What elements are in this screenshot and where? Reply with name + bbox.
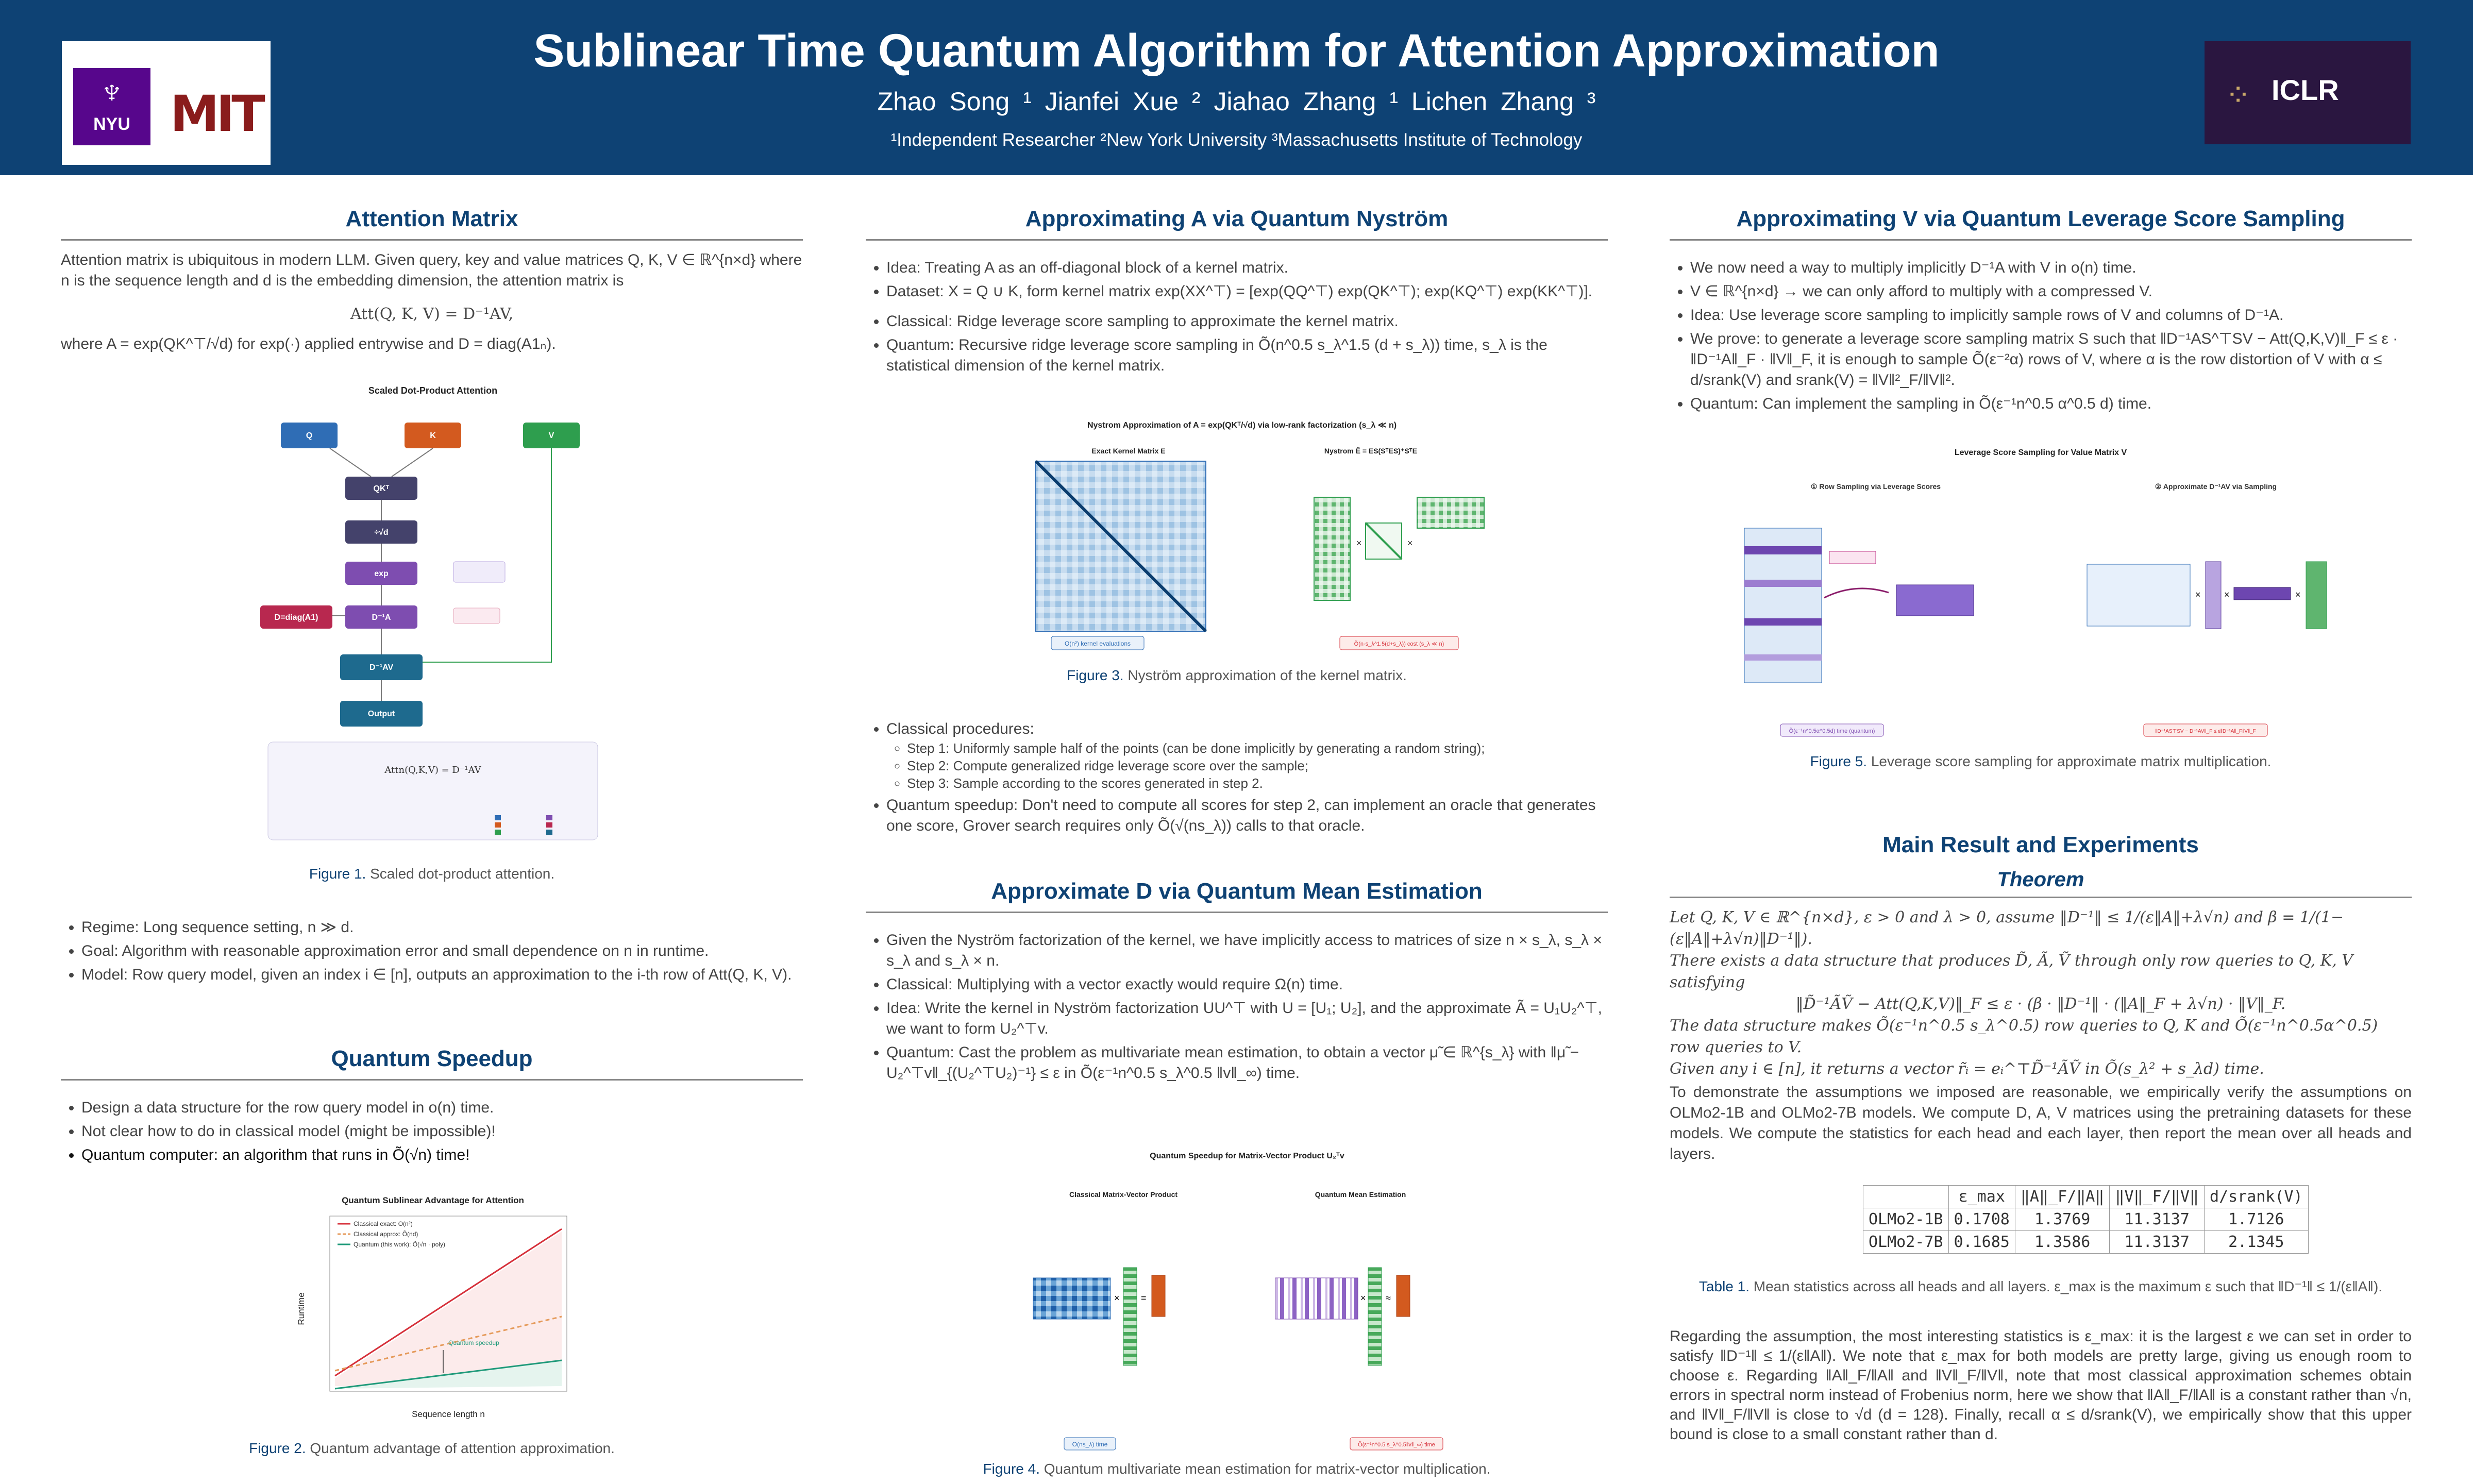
fig1-equation: Attn(Q,K,V) = D⁻¹AV xyxy=(384,765,481,775)
table-1-caption: Table 1. Mean statistics across all heads and all layers. ε_max is the maximum ε such that ‖D⁻¹‖ ≤ 1/(ε‖A‖). xyxy=(1698,1278,2383,1294)
figure-1-caption: Figure 1. Scaled dot-product attention. xyxy=(309,866,555,882)
table-header-row: ε_max ‖A‖_F/‖A‖ ‖V‖_F/‖V‖ d/srank(V) xyxy=(1863,1186,2309,1208)
d-inv-a-matrix xyxy=(2087,564,2190,626)
result-vector-quantum xyxy=(1397,1275,1410,1317)
results-table-wrap xyxy=(1863,1185,2309,1254)
fig4-cost-quantum: Õ(ε⁻¹n^0.5 s_λ^0.5‖v‖_∞) time xyxy=(1358,1442,1435,1448)
nystrom-factor-left xyxy=(1314,497,1350,600)
bullet-given: • Given the Nyström factorization of the kernel, we have implicitly access to matrices of size n × s_λ, s_λ × s_λ and s_λ × n. xyxy=(886,930,1608,971)
attention-definition: where A = exp(QK^⊤/√d) for exp(·) applied entrywise and D = diag(A1ₙ). xyxy=(61,335,556,352)
fig1-label-av: D⁻¹AV xyxy=(369,663,394,672)
bullet-quantum: • Quantum computer: an algorithm that runs in Õ(√n) time! xyxy=(81,1145,803,1166)
step-1: ◦ Step 1: Uniformly sample half of the points (can be done implicitly by generating a random string); xyxy=(907,739,1608,757)
figure-2-title: Quantum Sublinear Advantage for Attention xyxy=(342,1195,524,1205)
bullet-classical-omega: • Classical: Multiplying with a vector exactly would require Ω(n) time. xyxy=(886,974,1608,995)
fig1-label-output: Output xyxy=(367,710,395,718)
section-title-leverage: Approximating V via Quantum Leverage Score Sampling xyxy=(1736,206,2345,231)
svg-text:×: × xyxy=(2224,589,2230,600)
leverage-diagram xyxy=(1721,448,2360,742)
author-list: Zhao Song ¹ Jianfei Xue ² Jiahao Zhang ¹ Lichen Zhang ³ xyxy=(877,87,1596,116)
attention-equation: Att(Q, K, V) = D⁻¹AV, xyxy=(350,305,514,323)
iclr-logo xyxy=(2205,41,2411,144)
v-vector-classical xyxy=(1123,1268,1137,1365)
step-2: ◦ Step 2: Compute generalized ridge leverage score over the sample; xyxy=(907,757,1608,774)
bullet-prove: • We prove: to generate a leverage score sampling matrix S such that ‖D⁻¹AS^⊤SV − Att(Q,K,V)‖_F ≤ ε · ‖D⁻¹A‖_F · ‖V‖_F, it is enough to sample Õ(ε⁻²α) rows of V, where α is the row distortion of V with α ≤ d/srank(V) and srank(V) = ‖V‖²_F/‖V‖². xyxy=(1690,329,2412,391)
theorem-title: Theorem xyxy=(1997,868,2084,891)
table-row: OLMo2-1B 0.1708 1.3769 11.3137 1.7126 xyxy=(1863,1208,2309,1231)
bullet-idea-factorization: • Idea: Write the kernel in Nyström factorization UU^⊤ with U = [U₁; U₂], and the approximate Ã = U₁U₂^⊤, we want to form U₂^⊤v. xyxy=(886,998,1608,1039)
s-transpose xyxy=(2206,562,2221,629)
fig3-cost-nystrom: Õ(n·s_λ^1.5(d+s_λ)) cost (s_λ ≪ n) xyxy=(1354,641,1444,647)
brain-icon: ⁘ xyxy=(2225,78,2251,112)
results-table xyxy=(1863,1185,2309,1254)
svg-text:×: × xyxy=(1114,1293,1120,1303)
fig1-label-exp: exp xyxy=(374,569,389,578)
runtime-chart xyxy=(289,1195,577,1427)
table-row: OLMo2-7B 0.1685 1.3586 11.3137 2.1345 xyxy=(1863,1231,2309,1254)
diag-annotation xyxy=(453,608,500,623)
fig1-label-scale: ÷√d xyxy=(374,528,389,537)
section-title-mean-estimation: Approximate D via Quantum Mean Estimation xyxy=(991,879,1483,904)
exp-annotation xyxy=(453,562,505,582)
bullet-regime: • Regime: Long sequence setting, n ≫ d. xyxy=(81,917,803,938)
classical-procedures-head: Classical procedures: xyxy=(886,720,1034,737)
theorem-existence: There exists a data structure that produces D̃, Ã, Ṽ through only row queries to Q, K, V satisfying xyxy=(1670,952,2353,991)
figure-2 xyxy=(289,1195,577,1427)
fig1-label-diag: D=diag(A1) xyxy=(274,613,318,622)
section-rule xyxy=(61,1079,803,1081)
v-vector-quantum xyxy=(1368,1268,1382,1365)
s-matrix xyxy=(2234,587,2291,600)
figure-1 xyxy=(258,381,608,845)
u2t-matrix-classical xyxy=(1033,1278,1111,1319)
fig3-left-label: Exact Kernel Matrix E xyxy=(1091,447,1166,455)
section-title-nystrom: Approximating A via Quantum Nyström xyxy=(1025,206,1449,231)
figure-4-title: Quantum Speedup for Matrix-Vector Product U₂ᵀv xyxy=(1150,1152,1344,1160)
theorem-bound: ‖D̃⁻¹ÃṼ − Att(Q,K,V)‖_F ≤ ε · (β · ‖D⁻¹‖ · (‖A‖_F + λ√n) · ‖V‖_F. xyxy=(1795,995,2286,1013)
fig1-label-k: K xyxy=(430,431,436,440)
figure-3-title: Nystrom Approximation of A = exp(QKᵀ/√d) via low-rank factorization (s_λ ≪ n) xyxy=(1087,421,1397,430)
fig4-left-label: Classical Matrix-Vector Product xyxy=(1069,1190,1178,1199)
figure-3-caption: Figure 3. Nyström approximation of the kernel matrix. xyxy=(1067,667,1407,683)
figure-5-title: Leverage Score Sampling for Value Matrix V xyxy=(1954,448,2127,457)
section-rule xyxy=(866,239,1608,241)
affiliation-list: ¹Independent Researcher ²New York University ³Massachusetts Institute of Technology xyxy=(890,130,1583,150)
svg-text:×: × xyxy=(1360,1293,1366,1303)
row-sampling-tag xyxy=(1829,551,1876,564)
iclr-logo-text: ICLR xyxy=(2272,74,2339,106)
fig3-cost-exact: O(n²) kernel evaluations xyxy=(1064,640,1131,647)
svg-text:×: × xyxy=(1356,538,1362,548)
bullet-dataset: • Dataset: X = Q ∪ K, form kernel matrix exp(XX^⊤) = [exp(QQ^⊤) exp(QK^⊤); exp(KQ^⊤) exp(KK^⊤)]. xyxy=(886,281,1608,302)
experiments-intro: To demonstrate the assumptions we imposed are reasonable, we empirically verify the assumptions on OLMo2-1B and OLMo2-7B models. We compute D, A, V matrices using the pretraining datasets for these models. We compute the statistics for each head and each layer, then report the mean over all heads and layers. xyxy=(1670,1084,2412,1162)
sampled-sv xyxy=(1896,585,1974,616)
torch-icon: ♆ xyxy=(98,71,126,111)
fig2-xlabel: Sequence length n xyxy=(412,1409,485,1419)
matrix-vector-diagram xyxy=(1020,1152,1474,1451)
nystrom-diagram xyxy=(1010,420,1494,657)
figure-1-title: Scaled Dot-Product Attention xyxy=(368,385,498,396)
svg-text:×: × xyxy=(2195,589,2201,600)
figure-4 xyxy=(1020,1152,1474,1451)
attention-bullets xyxy=(61,917,803,988)
bullet-model: • Model: Row query model, given an index i ∈ [n], outputs an approximation to the i-th row of Att(Q, K, V). xyxy=(81,965,803,985)
result-vector-classical xyxy=(1152,1275,1165,1317)
section-rule xyxy=(866,912,1608,913)
bullet-quantum-mean: • Quantum: Cast the problem as multivariate mean estimation, to obtain a vector μ̃ ∈ ℝ^{s_λ} with ‖μ̃ − U₂^⊤v‖_{(U₂^⊤U₂)⁻¹} ≤ ε in Õ(ε⁻¹n^0.5 s_λ^0.5 ‖v‖_∞) time. xyxy=(886,1042,1608,1084)
section-title-attention: Attention Matrix xyxy=(345,206,518,231)
svg-text:×: × xyxy=(1407,538,1413,548)
bullet-quantum-speedup: • Quantum speedup: Don't need to compute all scores for step 2, can implement an oracle that generates one score, Grover search requires only Õ(√(ns_λ)) calls to that oracle. xyxy=(886,795,1608,836)
section-rule xyxy=(1670,897,2412,898)
bullet-goal: • Goal: Algorithm with reasonable approximation error and small dependence on n in runtime. xyxy=(81,941,803,962)
fig5-error-bound: ‖D⁻¹AS⊤SV − D⁻¹AV‖_F ≤ ε‖D⁻¹A‖_F‖V‖_F xyxy=(2155,729,2256,734)
bullet-compressed: • V ∈ ℝ^{n×d} → we can only afford to multiply with a compressed V. xyxy=(1690,281,2412,302)
fig4-right-label: Quantum Mean Estimation xyxy=(1315,1190,1406,1199)
svg-text:≈: ≈ xyxy=(1386,1293,1391,1303)
fig1-label-q: Q xyxy=(306,431,313,440)
svg-text:Quantum (this work): Õ(√n · po: Quantum (this work): Õ(√n · poly) xyxy=(354,1241,445,1248)
bullet-need: • We now need a way to multiply implicitly D⁻¹A with V in o(n) time. xyxy=(1690,258,2412,278)
fig1-label-v: V xyxy=(548,431,554,440)
svg-text:Classical exact: O(n²): Classical exact: O(n²) xyxy=(354,1220,413,1227)
fig4-cost-classical: O(ns_λ) time xyxy=(1072,1441,1108,1448)
bullet-design: • Design a data structure for the row query model in o(n) time. xyxy=(81,1098,803,1118)
nystrom-factor-right xyxy=(1417,497,1484,528)
section-title-main-result: Main Result and Experiments xyxy=(1882,832,2199,857)
theorem-queries: The data structure makes Õ(ε⁻¹n^0.5 s_λ^0.5) row queries to Q, K and Õ(ε⁻¹n^0.5α^0.5) row queries to V. xyxy=(1670,1017,2378,1056)
sampling-arrow xyxy=(1824,588,1889,598)
theorem-row-output: Given any i ∈ [n], it returns a vector r̃ᵢ = eᵢ^⊤D̃⁻¹ÃṼ in Õ(s_λ² + s_λd) time. xyxy=(1670,1060,2264,1078)
figure-5-caption: Figure 5. Leverage score sampling for approximate matrix multiplication. xyxy=(1810,753,2272,769)
theorem-body xyxy=(1670,907,2412,1080)
bullet-classical: • Classical: Ridge leverage score sampling to approximate the kernel matrix. xyxy=(886,311,1608,332)
mit-logo: MIT xyxy=(170,85,262,143)
fig5-cost-quantum: Õ(ε⁻¹n^0.5α^0.5d) time (quantum) xyxy=(1789,728,1875,734)
fig3-right-label: Nystrom Ẽ = ES(SᵀES)⁺SᵀE xyxy=(1324,447,1418,455)
svg-text:=: = xyxy=(1141,1293,1147,1303)
leverage-bullets xyxy=(1670,258,2412,417)
figure-4-caption: Figure 4. Quantum multivariate mean estimation for matrix-vector multiplication. xyxy=(983,1461,1491,1477)
bullet-classical: • Not clear how to do in classical model (might be impossible)! xyxy=(81,1121,803,1142)
nyu-logo-text: NYU xyxy=(93,114,130,134)
classical-procedures xyxy=(866,719,1608,839)
bullet-quantum-sampling: • Quantum: Can implement the sampling in Õ(ε⁻¹n^0.5 α^0.5 d) time. xyxy=(1690,394,2412,414)
attention-intro: Attention matrix is ubiquitous in modern LLM. Given query, key and value matrices Q, K, V ∈ ℝ^{n×d} where n is the sequence length and d is the embedding dimension, the attention matrix is xyxy=(61,251,802,289)
figure-3 xyxy=(1010,420,1494,657)
experiments-discussion: Regarding the assumption, the most interesting statistics is ε_max: it is the largest ε we can set in order to satisfy ‖D⁻¹‖ ≤ 1/(ε‖A‖). We note that ε_max for both models are pretty large, giving us enough room to choose ε. Regarding ‖A‖_F/‖A‖ and ‖V‖_F/‖V‖, note that most classical approximation schemes obtain errors in spectral norm instead of Frobenius norm, here we show that ‖A‖_F/‖A‖ is a constant rather than √n, and ‖V‖_F/‖V‖ is close to √d (d = 128). Finally, recall α ≤ d/srank(V), we empirically show that this upper bound is close to a small constant rather than d. xyxy=(1670,1328,2412,1443)
figure-5 xyxy=(1721,448,2360,742)
section-rule xyxy=(61,239,803,241)
svg-text:Classical approx: Õ(nd): Classical approx: Õ(nd) xyxy=(354,1230,418,1238)
nystrom-bullets xyxy=(866,258,1608,379)
poster-title: Sublinear Time Quantum Algorithm for Attention Approximation xyxy=(533,25,1940,77)
mean-estimation-bullets xyxy=(866,930,1608,1087)
fig1-label-qkt: QKᵀ xyxy=(373,484,390,493)
figure-2-caption: Figure 2. Quantum advantage of attention approximation. xyxy=(249,1440,615,1456)
step-3: ◦ Step 3: Sample according to the scores generated in step 2. xyxy=(907,774,1608,792)
svg-text:×: × xyxy=(2295,589,2301,600)
u2t-matrix-sampled xyxy=(1275,1278,1358,1319)
fig2-annotation: Quantum speedup xyxy=(448,1339,499,1346)
theorem-assumption: Let Q, K, V ∈ ℝ^{n×d}, ε > 0 and λ > 0, assume ‖D⁻¹‖ ≤ 1/(ε‖A‖+λ√n) and β = 1/(1−(ε‖A‖+λ√n)‖D⁻¹‖). xyxy=(1670,908,2344,948)
fig5-left-label: ① Row Sampling via Leverage Scores xyxy=(1810,482,1941,491)
speedup-bullets xyxy=(61,1098,803,1169)
fig1-label-norm: D⁻¹A xyxy=(372,613,391,622)
poster-header xyxy=(0,0,2473,175)
fig2-ylabel: Runtime xyxy=(296,1292,306,1325)
section-title-speedup: Quantum Speedup xyxy=(331,1046,533,1071)
v-sampled xyxy=(2306,562,2327,629)
bullet-idea-leverage: • Idea: Use leverage score sampling to implicitly sample rows of V and columns of D⁻¹A. xyxy=(1690,305,2412,326)
fig5-right-label: ② Approximate D⁻¹AV via Sampling xyxy=(2155,482,2277,491)
attention-flow-diagram xyxy=(258,381,608,845)
bullet-idea: • Idea: Treating A as an off-diagonal block of a kernel matrix. xyxy=(886,258,1608,278)
section-rule xyxy=(1670,239,2412,241)
bullet-quantum: • Quantum: Recursive ridge leverage score sampling in Õ(n^0.5 s_λ^1.5 (d + s_λ)) time, s_λ is the statistical dimension of the kernel matrix. xyxy=(886,335,1608,376)
